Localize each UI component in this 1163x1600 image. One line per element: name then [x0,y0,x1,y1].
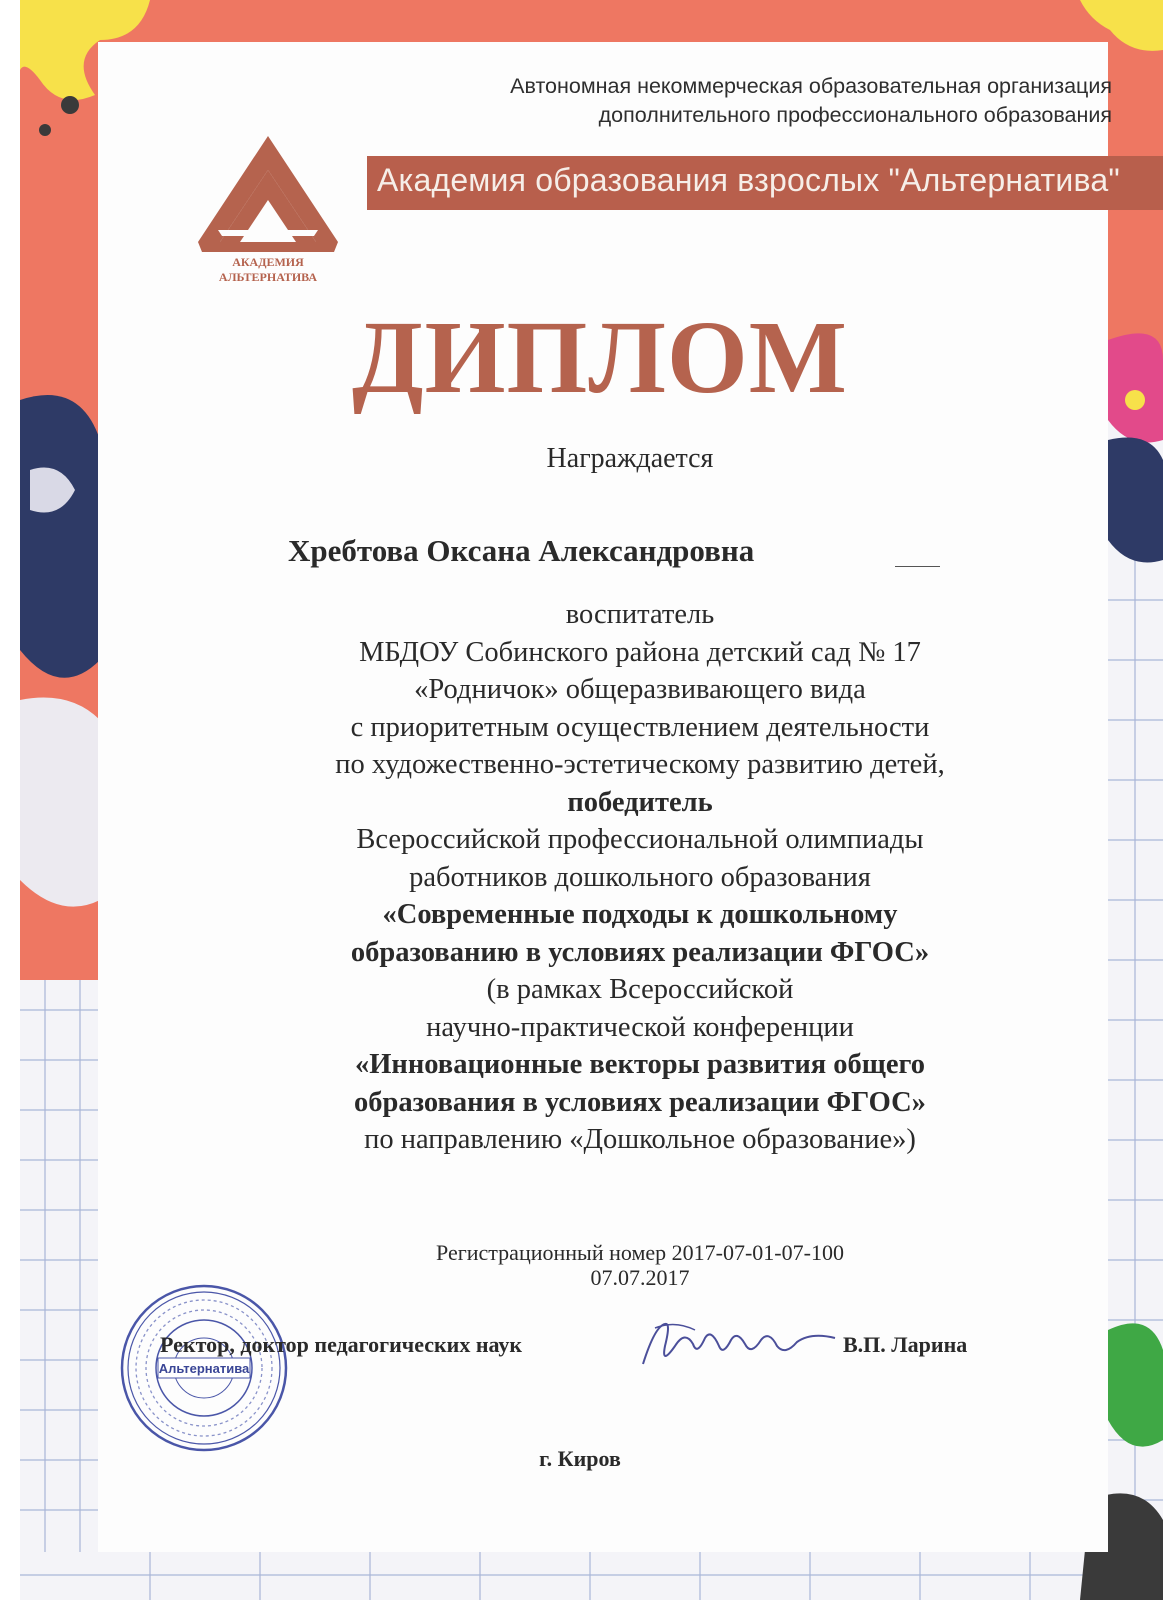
academy-logo [188,130,348,290]
diploma-title: ДИПЛОМ [352,300,848,415]
olympiad-line-2: работников дошкольного образования [409,861,871,893]
institution-line-1: МБДОУ Собинского района детский сад № 17 [359,636,921,668]
org-line-1: Автономная некоммерческая образовательная организация [510,74,1112,98]
conference-title-line-1: «Инновационные векторы развития общего [355,1049,925,1080]
academy-name: Академия образования взрослых "Альтернатива" [377,162,1120,198]
conference-line-1: (в рамках Всероссийской [486,974,794,1005]
status-line: победитель [567,786,713,818]
registration-block [330,1240,950,1290]
logo-text-1: АКАДЕМИЯ [232,255,304,269]
recipient-underline [895,566,940,567]
awarded-label: Награждается [546,443,714,474]
stamp-center-text: Альтернатива [158,1361,250,1376]
rector-label: Ректор, доктор педагогических наук [160,1332,523,1357]
signer-name: В.П. Ларина [843,1332,968,1357]
institution-line-3: с приоритетным осуществлением деятельности [350,711,930,743]
signature-row [160,1328,1010,1368]
institution-line-4: по художественно-эстетическому развитию детей, [335,749,945,780]
registration-number: Регистрационный номер 2017-07-01-07-100 [436,1240,844,1265]
institution-line-2: «Родничок» общеразвивающего вида [414,674,866,705]
logo-text-2: АЛЬТЕРНАТИВА [218,270,318,284]
official-stamp [118,1282,290,1454]
conference-line-2: научно-практической конференции [426,1011,854,1043]
olympiad-line-1: Всероссийской профессиональной олимпиады [356,824,924,855]
city-line: г. Киров [539,1446,621,1471]
direction-line: по направлению «Дошкольное образование») [364,1124,916,1155]
academy-banner [367,156,1163,210]
recipient-name: Хребтова Оксана Александровна [288,533,755,568]
organization-header [360,72,1112,130]
org-line-2: дополнительного профессионального образования [598,103,1112,127]
position-line: воспитатель [565,599,715,630]
olympiad-title-line-2: образованию в условиях реализации ФГОС» [350,936,930,968]
handwritten-signature [635,1316,845,1374]
diploma-body [200,596,1080,1159]
olympiad-title-line-1: «Современные подходы к дошкольному [382,899,898,930]
registration-date: 07.07.2017 [590,1265,690,1290]
conference-title-line-2: образования в условиях реализации ФГОС» [354,1086,926,1118]
